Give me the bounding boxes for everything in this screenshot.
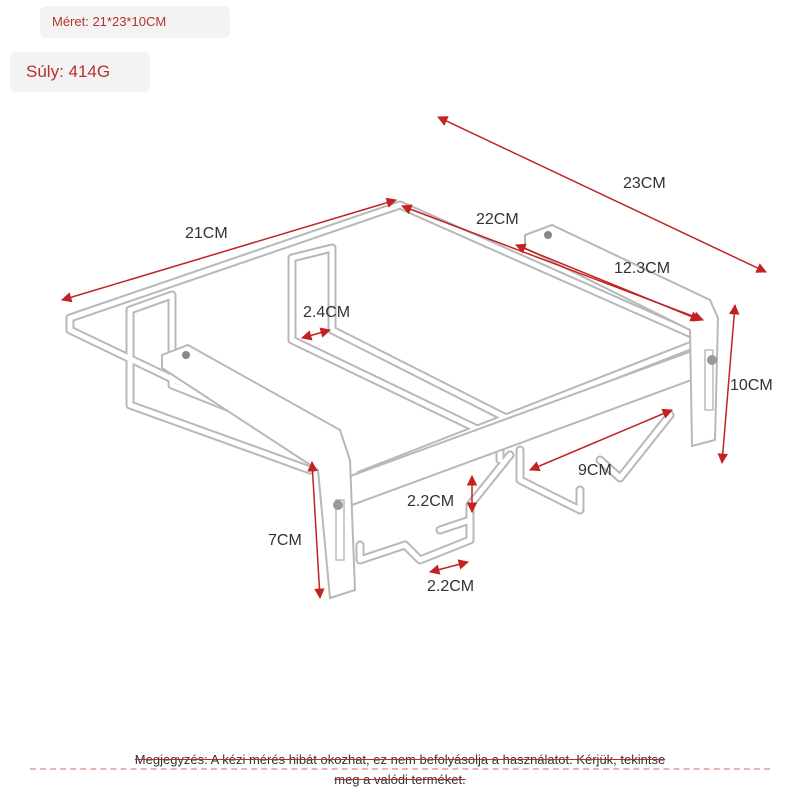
note-line-1: Megjegyzés: A kézi mérés hibát okozhat, ez nem befolyásolja a használatot. Kérjük, tekintse bbox=[134, 752, 666, 767]
measurement-note bbox=[0, 750, 800, 800]
left-bracket bbox=[162, 345, 355, 598]
dim-hook-width: 2.2CM bbox=[427, 578, 475, 595]
dim-bracket-length: 12.3CM bbox=[614, 260, 671, 277]
weight-label: Súly: 414G bbox=[10, 52, 150, 92]
note-line-2: meg a valódi terméket. bbox=[334, 772, 466, 787]
dim-top-length: 23CM bbox=[623, 175, 666, 192]
dim-bracket-height: 7CM bbox=[268, 532, 302, 549]
size-label: Méret: 21*23*10CM bbox=[40, 6, 230, 38]
dim-front-width: 21CM bbox=[185, 225, 228, 242]
dim-height: 10CM bbox=[730, 377, 773, 394]
dim-side-depth: 22CM bbox=[476, 211, 519, 228]
dim-hook-depth: 2.2CM bbox=[407, 493, 455, 510]
dim-hook-span: 9CM bbox=[578, 462, 612, 479]
dim-gap-top: 2.4CM bbox=[303, 304, 351, 321]
